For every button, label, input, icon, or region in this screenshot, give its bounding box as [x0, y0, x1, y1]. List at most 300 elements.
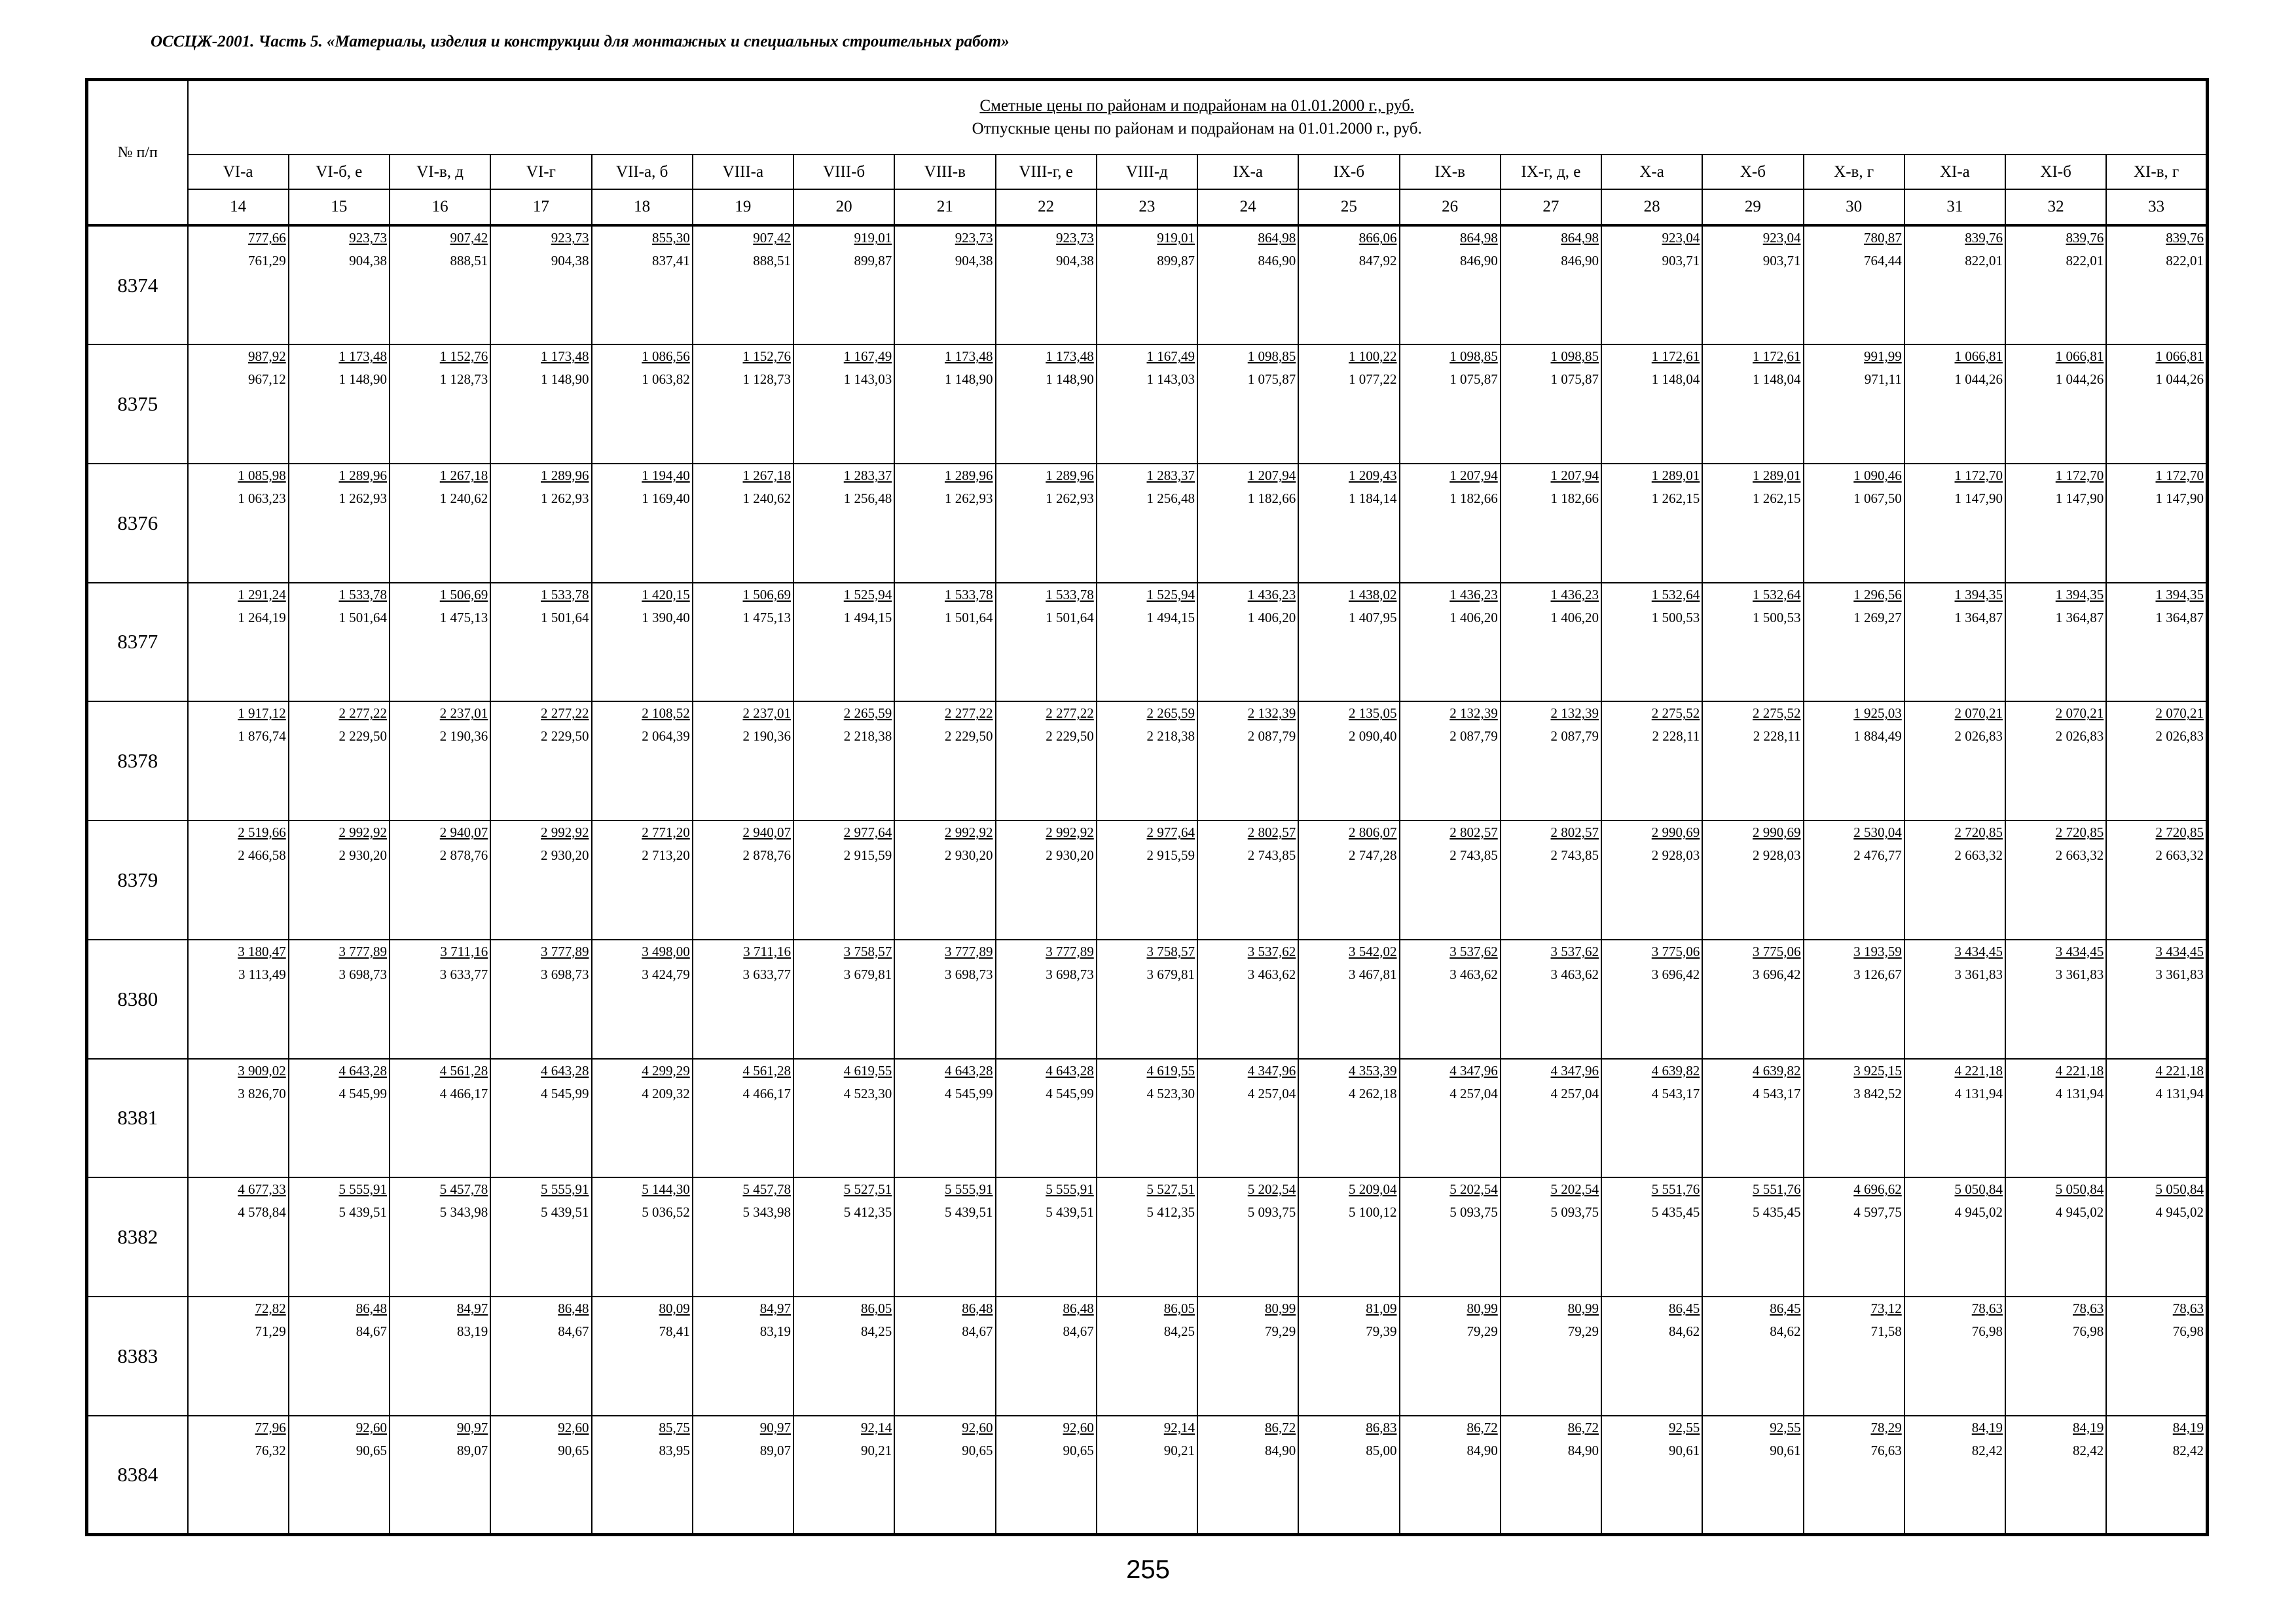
price-cell — [693, 821, 793, 940]
price-cell — [1400, 583, 1501, 702]
price-cell — [490, 344, 591, 464]
estimate-price: 3 711,16 — [440, 943, 488, 959]
release-price: 4 545,99 — [338, 1085, 387, 1101]
estimate-price: 4 696,62 — [1853, 1181, 1902, 1198]
estimate-price: 1 267,18 — [439, 467, 488, 483]
region-header: VI-г — [490, 155, 591, 189]
estimate-price: 1 532,64 — [1753, 586, 1801, 602]
region-header-row — [87, 155, 2208, 189]
price-cell — [592, 344, 693, 464]
price-cell — [1197, 464, 1298, 583]
release-price: 4 523,30 — [843, 1085, 892, 1101]
price-cell — [490, 1177, 591, 1297]
estimate-price: 3 537,62 — [1449, 943, 1498, 959]
estimate-price: 2 132,39 — [1550, 705, 1599, 722]
estimate-price: 2 990,69 — [1753, 824, 1801, 841]
price-cell — [894, 1177, 995, 1297]
release-price: 79,39 — [1366, 1323, 1397, 1339]
release-price: 84,25 — [861, 1323, 892, 1339]
table-row — [87, 583, 2208, 702]
estimate-price: 1 296,56 — [1853, 586, 1902, 602]
release-price: 4 131,94 — [1954, 1085, 2003, 1101]
price-cell — [1501, 701, 1601, 821]
estimate-price: 1 533,78 — [338, 586, 387, 602]
price-cell — [490, 583, 591, 702]
estimate-price: 86,83 — [1366, 1419, 1397, 1435]
release-price: 4 545,99 — [1046, 1085, 1094, 1101]
release-price: 4 209,32 — [642, 1085, 690, 1101]
price-cell — [1601, 583, 1702, 702]
estimate-price: 80,99 — [1567, 1300, 1599, 1316]
estimate-price: 5 555,91 — [945, 1181, 993, 1198]
estimate-price: 1 289,01 — [1753, 467, 1801, 483]
release-price: 1 182,66 — [1247, 490, 1296, 506]
price-cell — [2005, 464, 2106, 583]
price-cell — [693, 1177, 793, 1297]
price-cell — [592, 464, 693, 583]
estimate-price: 3 777,89 — [1046, 943, 1094, 959]
price-cell — [2106, 940, 2207, 1059]
estimate-price: 2 275,52 — [1753, 705, 1801, 722]
estimate-price: 3 925,15 — [1853, 1062, 1902, 1079]
price-cell — [1601, 1416, 1702, 1535]
price-cell — [1097, 701, 1197, 821]
release-price: 71,58 — [1870, 1323, 1902, 1339]
price-cell — [289, 1059, 390, 1178]
release-price: 1 501,64 — [945, 609, 993, 625]
price-cell — [289, 225, 390, 344]
release-price: 83,95 — [659, 1442, 690, 1458]
price-cell — [1601, 1059, 1702, 1178]
estimate-price: 1 394,35 — [2055, 586, 2104, 602]
estimate-price: 1 436,23 — [1449, 586, 1498, 602]
release-price: 3 698,73 — [1046, 966, 1094, 982]
estimate-price: 3 909,02 — [238, 1062, 286, 1079]
price-cell — [1298, 1177, 1399, 1297]
release-price: 2 930,20 — [1046, 847, 1094, 864]
release-price: 84,67 — [355, 1323, 387, 1339]
price-cell — [1702, 1297, 1803, 1416]
estimate-price: 84,19 — [2073, 1419, 2104, 1435]
price-cell — [996, 1059, 1097, 1178]
estimate-price: 2 265,59 — [843, 705, 892, 722]
release-price: 1 044,26 — [2155, 371, 2204, 388]
release-price: 1 269,27 — [1853, 609, 1902, 625]
estimate-price: 92,60 — [355, 1419, 387, 1435]
estimate-price: 2 802,57 — [1449, 824, 1498, 841]
estimate-price: 923,73 — [955, 230, 993, 246]
release-price: 4 945,02 — [1954, 1204, 2003, 1221]
release-price: 3 696,42 — [1651, 966, 1700, 982]
release-price: 1 063,23 — [238, 490, 286, 506]
estimate-price: 3 542,02 — [1349, 943, 1397, 959]
release-price: 3 463,62 — [1449, 966, 1498, 982]
table-caption — [188, 80, 2208, 155]
price-cell — [1400, 1297, 1501, 1416]
estimate-price: 923,73 — [349, 230, 387, 246]
price-cell — [188, 1297, 289, 1416]
table-row — [87, 701, 2208, 821]
estimate-price: 839,76 — [2066, 230, 2104, 246]
release-price: 1 044,26 — [1954, 371, 2003, 388]
region-header: X-а — [1601, 155, 1702, 189]
price-cell — [592, 225, 693, 344]
price-cell — [188, 1177, 289, 1297]
price-cell — [1298, 464, 1399, 583]
release-price: 1 147,90 — [1954, 490, 2003, 506]
estimate-price: 84,97 — [759, 1300, 791, 1316]
release-price: 1 264,19 — [238, 609, 286, 625]
estimate-price: 864,98 — [1561, 230, 1599, 246]
price-cell — [894, 940, 995, 1059]
release-price: 84,90 — [1567, 1442, 1599, 1458]
estimate-price: 919,01 — [854, 230, 892, 246]
price-cell — [1097, 225, 1197, 344]
row-number: 8374 — [87, 225, 188, 344]
price-cell — [1400, 1059, 1501, 1178]
estimate-price: 3 777,89 — [338, 943, 387, 959]
estimate-price: 839,76 — [2166, 230, 2204, 246]
caption-row — [87, 80, 2208, 155]
estimate-price: 1 291,24 — [238, 586, 286, 602]
table-row — [87, 1297, 2208, 1416]
column-number: 29 — [1702, 189, 1803, 225]
estimate-price: 2 237,01 — [439, 705, 488, 722]
release-price: 2 228,11 — [1753, 728, 1801, 745]
estimate-price: 1 066,81 — [1954, 348, 2003, 365]
price-cell — [1197, 1177, 1298, 1297]
price-cell — [1501, 1297, 1601, 1416]
price-cell — [1197, 1059, 1298, 1178]
estimate-price: 1 436,23 — [1550, 586, 1599, 602]
release-price: 846,90 — [1258, 253, 1296, 269]
release-price: 90,21 — [1163, 1442, 1195, 1458]
column-number: 27 — [1501, 189, 1601, 225]
column-number: 17 — [490, 189, 591, 225]
estimate-price: 2 720,85 — [2155, 824, 2204, 841]
estimate-price: 4 299,29 — [642, 1062, 690, 1079]
release-price: 2 743,85 — [1247, 847, 1296, 864]
estimate-price: 1 289,96 — [338, 467, 387, 483]
column-number: 15 — [289, 189, 390, 225]
release-price: 90,65 — [558, 1442, 589, 1458]
estimate-price: 4 643,28 — [338, 1062, 387, 1079]
release-price: 2 026,83 — [2155, 728, 2204, 745]
release-price: 90,61 — [1669, 1442, 1700, 1458]
price-cell — [1601, 1177, 1702, 1297]
estimate-price: 3 180,47 — [238, 943, 286, 959]
release-price: 2 229,50 — [1046, 728, 1094, 745]
release-price: 1 184,14 — [1349, 490, 1397, 506]
price-cell — [1400, 1416, 1501, 1535]
price-cell — [188, 225, 289, 344]
release-price: 5 439,51 — [945, 1204, 993, 1221]
release-price: 3 361,83 — [2055, 966, 2104, 982]
estimate-price: 86,72 — [1467, 1419, 1498, 1435]
price-cell — [390, 1416, 490, 1535]
release-price: 2 663,32 — [1954, 847, 2003, 864]
price-cell — [1097, 1177, 1197, 1297]
release-price: 2 743,85 — [1449, 847, 1498, 864]
release-price: 1 240,62 — [439, 490, 488, 506]
release-price: 5 093,75 — [1550, 1204, 1599, 1221]
estimate-price: 1 172,61 — [1651, 348, 1700, 365]
price-cell — [1400, 821, 1501, 940]
estimate-price: 78,63 — [1971, 1300, 2003, 1316]
price-cell — [894, 1297, 995, 1416]
release-price: 971,11 — [1864, 371, 1902, 388]
price-cell — [490, 821, 591, 940]
page-number: 255 — [1126, 1555, 1170, 1584]
estimate-price: 92,60 — [1063, 1419, 1094, 1435]
price-cell — [1601, 344, 1702, 464]
release-price: 904,38 — [551, 253, 589, 269]
estimate-price: 4 639,82 — [1651, 1062, 1700, 1079]
release-price: 822,01 — [2166, 253, 2204, 269]
price-cell — [1197, 1416, 1298, 1535]
release-price: 3 826,70 — [238, 1085, 286, 1101]
release-price: 3 842,52 — [1853, 1085, 1902, 1101]
estimate-price: 2 277,22 — [541, 705, 589, 722]
price-cell — [2005, 1416, 2106, 1535]
release-price: 90,65 — [962, 1442, 993, 1458]
estimate-price: 5 202,54 — [1247, 1181, 1296, 1198]
release-price: 3 633,77 — [742, 966, 791, 982]
estimate-price: 1 394,35 — [1954, 586, 2003, 602]
region-header: X-в, г — [1804, 155, 1904, 189]
caption-release-prices: Отпускные цены по районам и подрайонам на 01.01.2000 г., руб. — [972, 120, 1422, 138]
release-price: 2 218,38 — [843, 728, 892, 745]
price-cell — [1097, 344, 1197, 464]
estimate-price: 919,01 — [1157, 230, 1195, 246]
price-cell — [793, 940, 894, 1059]
release-price: 2 229,50 — [338, 728, 387, 745]
release-price: 1 256,48 — [1146, 490, 1195, 506]
table-row — [87, 940, 2208, 1059]
release-price: 5 036,52 — [642, 1204, 690, 1221]
estimate-price: 864,98 — [1258, 230, 1296, 246]
release-price: 3 424,79 — [642, 966, 690, 982]
release-price: 1 148,04 — [1753, 371, 1801, 388]
estimate-price: 4 221,18 — [2055, 1062, 2104, 1079]
estimate-price: 2 265,59 — [1146, 705, 1195, 722]
release-price: 2 190,36 — [742, 728, 791, 745]
release-price: 84,90 — [1265, 1442, 1296, 1458]
estimate-price: 1 917,12 — [238, 705, 286, 722]
price-cell — [793, 225, 894, 344]
region-header: XI-в, г — [2106, 155, 2207, 189]
release-price: 2 087,79 — [1247, 728, 1296, 745]
estimate-price: 3 193,59 — [1853, 943, 1902, 959]
release-price: 4 597,75 — [1853, 1204, 1902, 1221]
release-price: 83,19 — [457, 1323, 488, 1339]
estimate-price: 987,92 — [248, 348, 286, 365]
estimate-price: 1 152,76 — [742, 348, 791, 365]
column-number: 24 — [1197, 189, 1298, 225]
price-cell — [1298, 344, 1399, 464]
price-cell — [1400, 940, 1501, 1059]
release-price: 1 406,20 — [1449, 609, 1498, 625]
price-cell — [1197, 821, 1298, 940]
release-price: 1 475,13 — [439, 609, 488, 625]
price-cell — [1197, 344, 1298, 464]
price-cell — [996, 344, 1097, 464]
price-cell — [390, 583, 490, 702]
estimate-price: 5 144,30 — [642, 1181, 690, 1198]
price-cell — [289, 701, 390, 821]
release-price: 1 262,93 — [541, 490, 589, 506]
estimate-price: 92,60 — [962, 1419, 993, 1435]
price-cell — [693, 225, 793, 344]
estimate-price: 3 777,89 — [541, 943, 589, 959]
estimate-price: 4 347,96 — [1247, 1062, 1296, 1079]
region-header: IX-а — [1197, 155, 1298, 189]
price-cell — [1804, 583, 1904, 702]
release-price: 4 543,17 — [1753, 1085, 1801, 1101]
estimate-price: 86,48 — [962, 1300, 993, 1316]
price-cell — [2106, 225, 2207, 344]
estimate-price: 1 267,18 — [742, 467, 791, 483]
estimate-price: 73,12 — [1870, 1300, 1902, 1316]
price-cell — [1804, 225, 1904, 344]
price-cell — [2106, 821, 2207, 940]
estimate-price: 1 533,78 — [945, 586, 993, 602]
price-cell — [1702, 225, 1803, 344]
release-price: 90,65 — [1063, 1442, 1094, 1458]
price-cell — [1400, 464, 1501, 583]
price-cell — [1298, 821, 1399, 940]
estimate-price: 4 619,55 — [1146, 1062, 1195, 1079]
estimate-price: 1 172,70 — [2155, 467, 2204, 483]
estimate-price: 5 050,84 — [2055, 1181, 2104, 1198]
column-number: 30 — [1804, 189, 1904, 225]
estimate-price: 4 639,82 — [1753, 1062, 1801, 1079]
price-cell — [793, 1416, 894, 1535]
price-cell — [793, 1297, 894, 1416]
release-price: 1 148,90 — [945, 371, 993, 388]
estimate-price: 1 207,94 — [1247, 467, 1296, 483]
release-price: 846,90 — [1561, 253, 1599, 269]
estimate-price: 3 498,00 — [642, 943, 690, 959]
estimate-price: 777,66 — [248, 230, 286, 246]
release-price: 5 343,98 — [439, 1204, 488, 1221]
estimate-price: 4 347,96 — [1550, 1062, 1599, 1079]
release-price: 3 698,73 — [338, 966, 387, 982]
price-cell — [793, 1177, 894, 1297]
release-price: 82,42 — [2073, 1442, 2104, 1458]
column-number: 19 — [693, 189, 793, 225]
release-price: 3 113,49 — [238, 966, 286, 982]
release-price: 84,90 — [1467, 1442, 1498, 1458]
estimate-price: 923,04 — [1662, 230, 1700, 246]
release-price: 1 067,50 — [1853, 490, 1902, 506]
row-number: 8384 — [87, 1416, 188, 1535]
release-price: 2 087,79 — [1550, 728, 1599, 745]
release-price: 2 930,20 — [338, 847, 387, 864]
price-cell — [996, 1177, 1097, 1297]
price-cell — [894, 464, 995, 583]
release-price: 4 131,94 — [2055, 1085, 2104, 1101]
price-cell — [793, 583, 894, 702]
release-price: 4 257,04 — [1449, 1085, 1498, 1101]
release-price: 90,21 — [861, 1442, 892, 1458]
estimate-price: 2 771,20 — [642, 824, 690, 841]
price-cell — [1197, 225, 1298, 344]
estimate-price: 864,98 — [1460, 230, 1498, 246]
release-price: 5 412,35 — [843, 1204, 892, 1221]
price-cell — [188, 1416, 289, 1535]
release-price: 2 064,39 — [642, 728, 690, 745]
column-number: 22 — [996, 189, 1097, 225]
estimate-price: 2 940,07 — [742, 824, 791, 841]
price-cell — [1097, 821, 1197, 940]
price-cell — [894, 1059, 995, 1178]
estimate-price: 907,42 — [450, 230, 488, 246]
estimate-price: 4 221,18 — [2155, 1062, 2204, 1079]
row-number: 8383 — [87, 1297, 188, 1416]
estimate-price: 5 555,91 — [541, 1181, 589, 1198]
release-price: 84,67 — [962, 1323, 993, 1339]
release-price: 2 663,32 — [2155, 847, 2204, 864]
price-cell — [1804, 1297, 1904, 1416]
estimate-price: 86,48 — [1063, 1300, 1094, 1316]
release-price: 899,87 — [1157, 253, 1195, 269]
price-cell — [188, 940, 289, 1059]
price-cell — [693, 1297, 793, 1416]
price-cell — [188, 344, 289, 464]
region-header: VIII-а — [693, 155, 793, 189]
estimate-price: 1 438,02 — [1349, 586, 1397, 602]
region-header: VIII-г, е — [996, 155, 1097, 189]
column-number: 16 — [390, 189, 490, 225]
release-price: 2 218,38 — [1146, 728, 1195, 745]
estimate-price: 90,97 — [759, 1419, 791, 1435]
estimate-price: 5 202,54 — [1449, 1181, 1498, 1198]
release-price: 1 262,15 — [1651, 490, 1700, 506]
price-cell — [1904, 464, 2005, 583]
column-number: 18 — [592, 189, 693, 225]
release-price: 79,29 — [1265, 1323, 1296, 1339]
price-cell — [490, 225, 591, 344]
price-cell — [390, 464, 490, 583]
price-cell — [289, 1416, 390, 1535]
price-cell — [390, 1059, 490, 1178]
release-price: 85,00 — [1366, 1442, 1397, 1458]
release-price: 76,98 — [1971, 1323, 2003, 1339]
estimate-price: 2 108,52 — [642, 705, 690, 722]
estimate-price: 86,72 — [1567, 1419, 1599, 1435]
release-price: 1 143,03 — [1146, 371, 1195, 388]
estimate-price: 2 530,04 — [1853, 824, 1902, 841]
estimate-price: 2 992,92 — [1046, 824, 1094, 841]
estimate-price: 1 283,37 — [1146, 467, 1195, 483]
release-price: 3 361,83 — [1954, 966, 2003, 982]
estimate-price: 5 457,78 — [439, 1181, 488, 1198]
estimate-price: 1 436,23 — [1247, 586, 1296, 602]
release-price: 967,12 — [248, 371, 286, 388]
estimate-price: 1 194,40 — [642, 467, 690, 483]
region-header: VIII-в — [894, 155, 995, 189]
release-price: 1 501,64 — [1046, 609, 1094, 625]
release-price: 1 148,04 — [1651, 371, 1700, 388]
release-price: 2 878,76 — [742, 847, 791, 864]
estimate-price: 4 347,96 — [1449, 1062, 1498, 1079]
release-price: 1 390,40 — [642, 609, 690, 625]
price-cell — [1501, 225, 1601, 344]
region-header: VI-а — [188, 155, 289, 189]
price-cell — [1702, 821, 1803, 940]
price-cell — [1400, 225, 1501, 344]
